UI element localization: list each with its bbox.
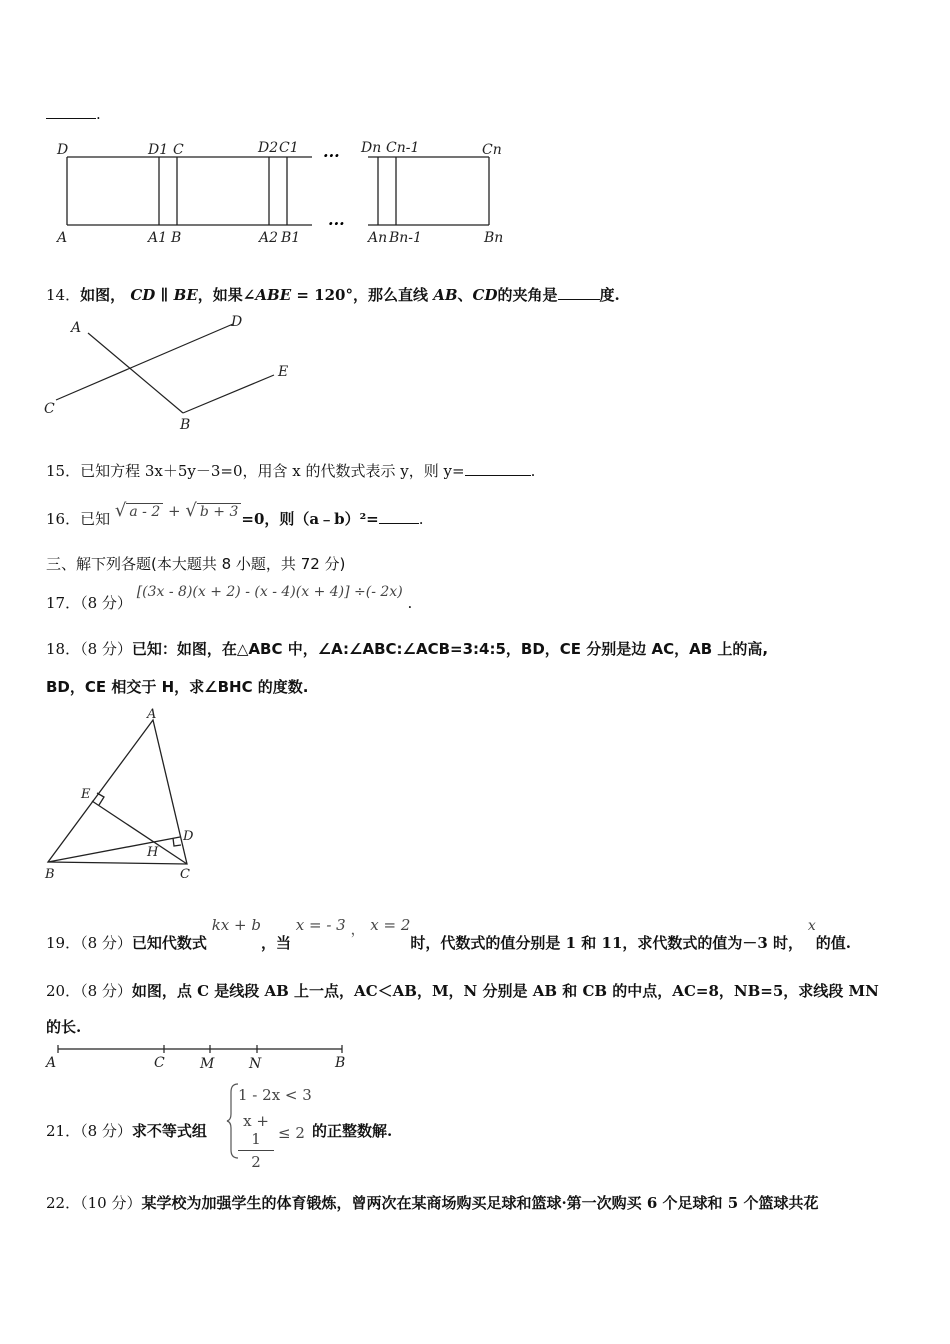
q19-expression: kx + b xyxy=(211,916,261,934)
label-A1: A1 xyxy=(148,230,168,246)
figure-segment xyxy=(40,1040,360,1070)
question-21 xyxy=(46,1080,466,1171)
label-D: D xyxy=(57,142,69,158)
q15-answer-blank[interactable] xyxy=(465,461,531,476)
section-3-title: 三、解下列各题(本大题共 8 小题，共 72 分) xyxy=(46,555,346,573)
period: . xyxy=(96,105,101,123)
label-D1: D1 xyxy=(148,142,169,158)
label-C: C xyxy=(173,142,184,158)
figure-parallel-lines xyxy=(38,310,308,435)
q16-answer-blank[interactable] xyxy=(379,509,419,524)
label-M: M xyxy=(200,1056,215,1070)
q21-points: （8 分） xyxy=(80,1122,132,1140)
q19-points: （8 分） xyxy=(80,934,132,952)
label-A2: A2 xyxy=(259,230,279,246)
dots-bottom: ··· xyxy=(328,214,345,233)
q19-x-value-1: x = - 3 xyxy=(295,916,346,934)
label-D: D xyxy=(183,829,194,844)
q19-x: x xyxy=(807,918,816,934)
label-Bn-1: Bn-1 xyxy=(389,230,422,246)
q17-end: . xyxy=(407,594,413,612)
q19-text-4: 的值. xyxy=(815,934,851,952)
sqrt-2: √ b + 3 xyxy=(185,500,241,521)
dots-top: ··· xyxy=(323,146,340,165)
q14-answer-blank[interactable] xyxy=(558,285,600,300)
q19-x-value-2: x = 2 xyxy=(370,916,411,934)
q18-line-1: 已知：如图，在△ABC 中，∠A:∠ABC:∠ACB=3:4:5，BD，CE 分别是边 AC，AB 上的高, xyxy=(131,640,769,658)
figure-triangle xyxy=(40,705,210,885)
label-E: E xyxy=(278,364,289,380)
label-A: A xyxy=(71,320,82,336)
q16-number: 16． xyxy=(46,510,81,528)
figure-rectangles xyxy=(50,136,510,251)
question-18-line-2: BD，CE 相交于 H，求∠BHC 的度数. xyxy=(46,678,309,696)
q14-line-ab: AB xyxy=(433,286,458,304)
label-B: B xyxy=(180,417,191,433)
label-B: B xyxy=(45,867,55,882)
q15-text: 已知方程 3x＋5y－3=0，用含 x 的代数式表示 y，则 y= xyxy=(80,462,465,480)
label-An: An xyxy=(368,230,388,246)
question-20-line-2: 的长. xyxy=(46,1018,82,1036)
label-H: H xyxy=(147,845,159,860)
label-B: B xyxy=(335,1055,346,1070)
q14-angle-abe: ABE xyxy=(255,286,292,304)
q21-fraction xyxy=(238,1112,274,1171)
label-D2: D2 xyxy=(258,140,279,156)
q17-points: （8 分） xyxy=(80,594,132,612)
q16-text-1: 已知 xyxy=(80,510,111,528)
label-Cn: Cn xyxy=(482,142,502,158)
q19-text-1: 已知代数式 xyxy=(131,934,207,952)
q15-number: 15． xyxy=(46,462,81,480)
q21-frac-denominator: 2 xyxy=(251,1153,261,1171)
question-19 xyxy=(46,914,851,950)
sqrt-1-radicand: a - 2 xyxy=(126,503,163,520)
q16-text-2: =0，则（a﹣b）²= xyxy=(241,510,379,528)
label-A: A xyxy=(57,230,68,246)
label-Dn: Dn xyxy=(361,140,382,156)
label-B1: B1 xyxy=(281,230,301,246)
label-B: B xyxy=(171,230,182,246)
label-C: C xyxy=(44,401,55,417)
label-A: A xyxy=(46,1055,57,1070)
label-A: A xyxy=(147,707,157,722)
q14-text-6: 度. xyxy=(599,286,620,304)
question-17 xyxy=(46,580,412,612)
label-D: D xyxy=(231,314,243,330)
q14-text-1: 如图， xyxy=(80,286,126,304)
q21-number: 21． xyxy=(46,1122,81,1140)
label-E: E xyxy=(81,787,91,802)
prev-answer-blank xyxy=(46,104,101,123)
label-C: C xyxy=(180,867,190,882)
q14-text-2: ，如果∠ xyxy=(197,286,256,304)
question-14 xyxy=(46,284,620,305)
q14-text-3: = 120°，那么直线 xyxy=(291,286,428,304)
q14-cd-parallel-be: CD ∥ BE xyxy=(130,286,198,304)
question-16 xyxy=(46,500,424,530)
q22-text: 某学校为加强学生的体育锻炼，曾两次在某商场购买足球和篮球·第一次购买 6 个足球和 5 个篮球共花 xyxy=(141,1194,819,1212)
question-20 xyxy=(46,980,879,1001)
sqrt-2-radicand: b + 3 xyxy=(197,503,242,520)
q19-number: 19． xyxy=(46,934,81,952)
q17-expression: [(3x - 8)(x + 2) - (x - 4)(x + 4)] ÷(- 2x) xyxy=(136,584,403,600)
q21-text-2: 的正整数解. xyxy=(312,1122,393,1140)
q19-comma: ， xyxy=(350,920,366,938)
question-15 xyxy=(46,460,535,481)
q16-plus: + xyxy=(168,502,181,520)
q21-frac-numerator: x + 1 xyxy=(238,1112,274,1151)
q14-number: 14． xyxy=(46,286,81,304)
label-Cn-1: Cn-1 xyxy=(386,140,420,156)
sqrt-1: √ a - 2 xyxy=(115,500,163,521)
q19-text-3: 时，代数式的值分别是 1 和 11，求代数式的值为－3 时， xyxy=(410,934,804,952)
q20-line-1: 如图，点 C 是线段 AB 上一点，AC＜AB，M，N 分别是 AB 和 CB 的中点，AC=8，NB=5，求线段 MN xyxy=(131,982,879,1000)
q20-points: （8 分） xyxy=(80,982,132,1000)
label-Bn: Bn xyxy=(484,230,504,246)
label-C: C xyxy=(154,1055,165,1070)
q21-text-1: 求不等式组 xyxy=(131,1122,207,1140)
q21-le-2: ≤ 2 xyxy=(278,1124,305,1142)
label-N: N xyxy=(249,1056,262,1070)
q17-number: 17． xyxy=(46,594,81,612)
q14-text-5: 的夹角是 xyxy=(497,286,558,304)
q19-text-2: ，当 xyxy=(260,934,291,952)
question-22 xyxy=(46,1192,818,1213)
question-18 xyxy=(46,638,768,659)
q20-number: 20． xyxy=(46,982,81,1000)
label-C1: C1 xyxy=(279,140,299,156)
q14-line-cd: CD xyxy=(472,286,498,304)
q21-inequality-1: 1 - 2x < 3 xyxy=(238,1086,312,1104)
q22-points: （10 分） xyxy=(80,1194,142,1212)
q18-number: 18． xyxy=(46,640,81,658)
q18-points: （8 分） xyxy=(80,640,132,658)
q22-number: 22． xyxy=(46,1194,81,1212)
q16-end: . xyxy=(418,510,424,528)
q14-text-4: 、 xyxy=(457,286,473,304)
q15-end: . xyxy=(530,462,536,480)
